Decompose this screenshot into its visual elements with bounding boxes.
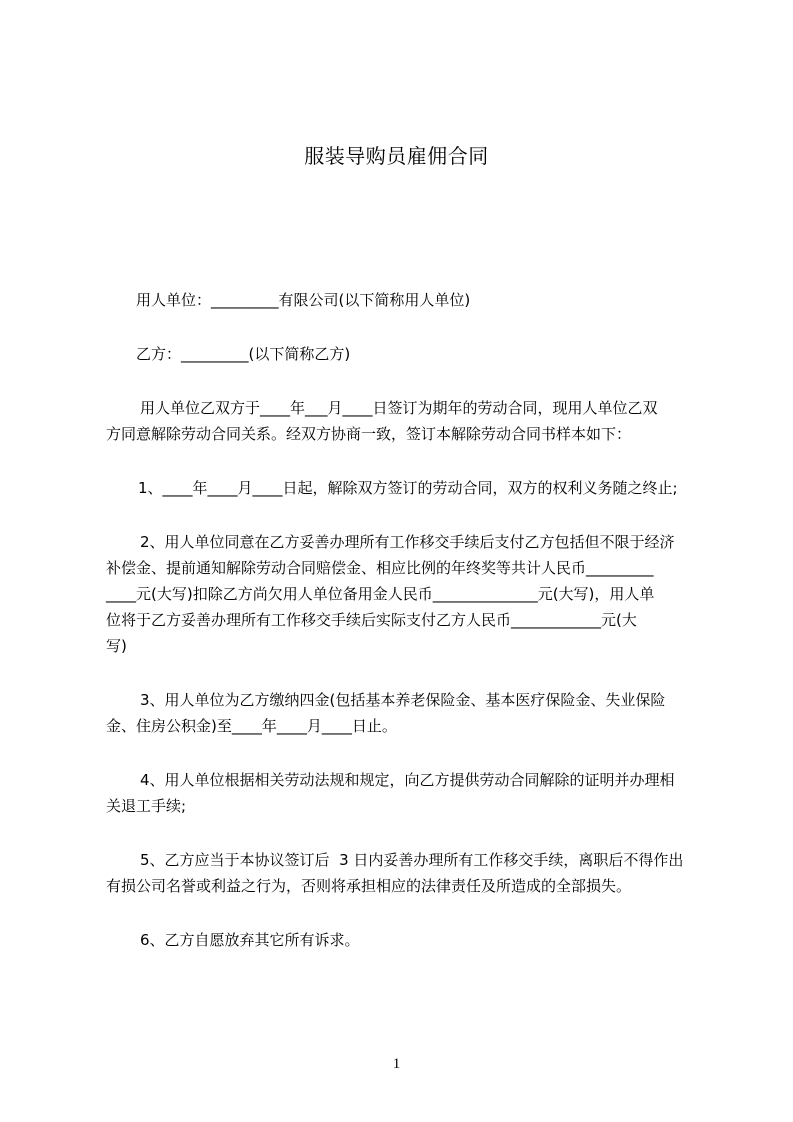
party-b-line: 乙方：_________(以下简称乙方) [136,345,351,363]
clause-3-line-1: 3、用人单位为乙方缴纳四金(包括基本养老保险金、基本医疗保险金、失业保险 [140,691,666,709]
intro-line-2: 方同意解除劳动合同关系。经双方协商一致，签订本解除劳动合同书样本如下： [106,425,632,443]
clause-2-line-2: 补偿金、提前通知解除劳动合同赔偿金、相应比例的年终奖等共计人民币_________ [106,559,654,577]
document-title: 服装导购员雇佣合同 [304,144,489,168]
clause-2-line-5: 写) [106,637,127,655]
clause-1-line-1: 1、____年____月____日起，解除双方签订的劳动合同，双方的权利义务随之终止; [138,479,678,497]
clause-5-line-2: 有损公司名誉或利益之行为，否则将承担相应的法律责任及所造成的全部损失。 [106,877,632,895]
clause-4-line-2: 关退工手续; [106,797,187,815]
clause-2-line-1: 2、用人单位同意在乙方妥善办理所有工作移交手续后支付乙方包括但不限于经济 [140,533,675,551]
clause-4-line-1: 4、用人单位根据相关劳动法规和规定，向乙方提供劳动合同解除的证明并办理相 [140,771,675,789]
clause-2-line-4: 位将于乙方妥善办理所有工作移交手续后实际支付乙方人民币____________元(大 [106,611,637,629]
clause-6-line-1: 6、乙方自愿放弃其它所有诉求。 [140,931,360,949]
clause-3-line-2: 金、住房公积金)至____年____月____日止。 [106,717,397,735]
party-a-line: 用人单位：_________有限公司(以下简称用人单位) [136,291,471,309]
clause-5-line-1: 5、乙方应当于本协议签订后 3 日内妥善办理所有工作移交手续，离职后不得作出 [140,851,684,869]
clause-2-line-3: ____元(大写)扣除乙方尚欠用人单位备用金人民币______________元(大写)，用人单 [106,585,655,603]
intro-line-1: 用人单位乙双方于____年___月____日签订为期年的劳动合同，现用人单位乙双 [140,399,658,417]
page-number: 1 [392,1056,401,1072]
